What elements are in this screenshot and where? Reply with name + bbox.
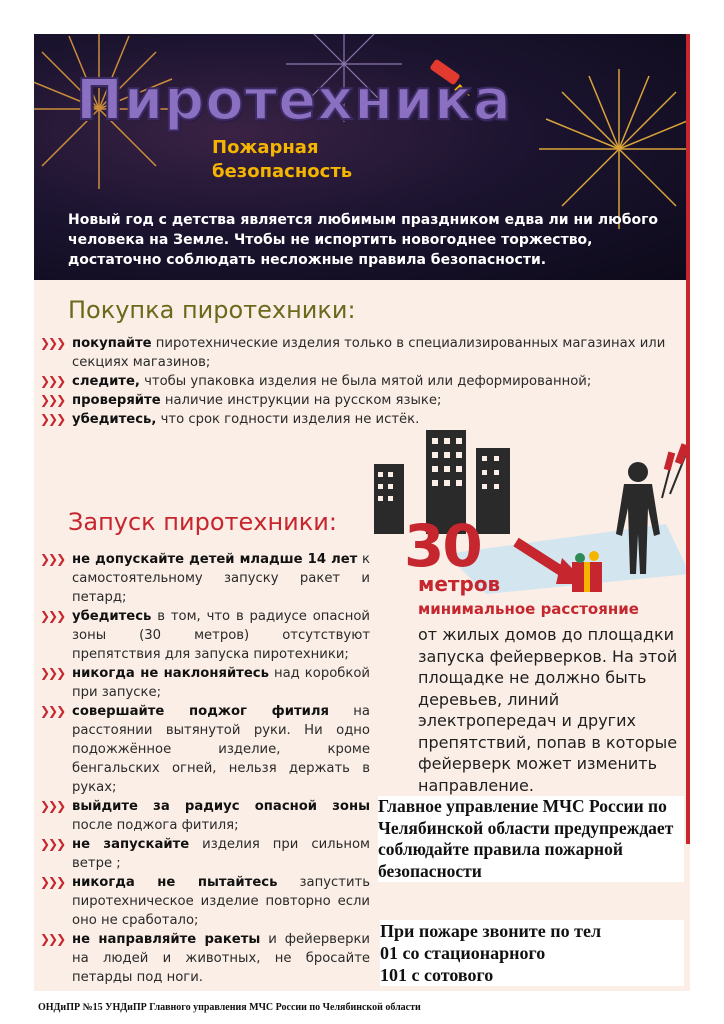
- list-item: ❯❯❯ следите, чтобы упаковка изделия не была мятой или деформированной;: [40, 374, 592, 389]
- list-item: ❯❯❯ совершайте поджог фитиля на расстоянии вытянутой руки. Ни одно подожжённое изделие, кроме бенгальских огней, нельзя держать в руках;: [40, 704, 370, 795]
- intro-text: Новый год с детства является любимым праздником едва ли ни любого человека на Земле. Чтобы не испортить новогоднее торжество, достаточно соблюдать несложные правила безопасности.: [68, 212, 659, 268]
- chevrons-icon: ❯❯❯: [40, 875, 65, 889]
- list-item: ❯❯❯ никогда не наклоняйтесь над коробкой при запуске;: [40, 666, 370, 700]
- chevrons-icon: ❯❯❯: [40, 609, 65, 623]
- subtitle-line: Пожарная: [212, 137, 319, 158]
- launch-heading: Запуск пиротехники:: [68, 508, 337, 536]
- header-banner: [34, 34, 690, 280]
- list-item: ❯❯❯ убедитесь в том, что в радиусе опасной зоны (30 метров) отсутствуют препятствия для запуска пиротехники;: [40, 609, 370, 662]
- list-item: ❯❯❯ выйдите за радиус опасной зоны после поджога фитиля;: [40, 799, 370, 833]
- page-title: Пиротехника: [76, 68, 512, 133]
- distance-caption: минимальное расстояние: [418, 600, 639, 618]
- phone-line: При пожаре звоните по тел: [380, 921, 602, 941]
- list-item: ❯❯❯ не запускайте изделия при сильном ветре ;: [40, 837, 370, 871]
- chevrons-icon: ❯❯❯: [40, 932, 65, 946]
- chevrons-icon: ❯❯❯: [40, 393, 65, 407]
- phone-line: 01 со стационарного: [380, 943, 546, 963]
- purchase-list: [40, 334, 680, 429]
- launch-list: [40, 550, 370, 987]
- chevrons-icon: ❯❯❯: [40, 336, 65, 350]
- red-border: [686, 34, 690, 844]
- chevrons-icon: ❯❯❯: [40, 837, 65, 851]
- chevrons-icon: ❯❯❯: [40, 666, 65, 680]
- distance-unit: метров: [418, 572, 501, 596]
- chevrons-icon: ❯❯❯: [40, 412, 65, 426]
- purchase-heading: Покупка пиротехники:: [68, 296, 356, 324]
- list-item: ❯❯❯ проверяйте наличие инструкции на русском языке;: [40, 393, 442, 408]
- subtitle-line: безопасность: [212, 161, 353, 182]
- list-item: ❯❯❯ никогда не пытайтесь запустить пиротехническое изделие повторно если оно не сработало;: [40, 875, 370, 928]
- footer-caption: ОНДиПР №15 УНДиПР Главного управления МЧС России по Челябинской области: [38, 1002, 421, 1013]
- distance-description: от жилых домов до площадки запуска фейерверков. На этой площадке не должно быть деревьев, линий электропередач и других препятствий, попав в которые фейерверк может изменить направление.: [418, 625, 678, 795]
- list-item: ❯❯❯ не допускайте детей младше 14 лет к самостоятельному запуску ракет и петард;: [40, 552, 370, 605]
- list-item: ❯❯❯ убедитесь, что срок годности изделия не истёк.: [40, 412, 420, 427]
- emergency-phone: [380, 920, 684, 986]
- chevrons-icon: ❯❯❯: [40, 704, 65, 718]
- distance-number: 30: [404, 512, 481, 580]
- subtitle: [212, 136, 442, 184]
- list-item: ❯❯❯ не направляйте ракеты и фейерверки на людей и животных, не бросайте петарды под ноги.: [40, 932, 370, 985]
- chevrons-icon: ❯❯❯: [40, 799, 65, 813]
- chevrons-icon: ❯❯❯: [40, 374, 65, 388]
- list-item: ❯❯❯ покупайте пиротехнические изделия только в специализированных магазинах или секциях магазинов;: [40, 336, 666, 370]
- chevrons-icon: ❯❯❯: [40, 552, 65, 566]
- phone-line: 101 с сотового: [380, 965, 494, 985]
- warning-notice: Главное управление МЧС России по Челябинской области предупреждает соблюдайте правила пожарной безопасности: [378, 796, 684, 882]
